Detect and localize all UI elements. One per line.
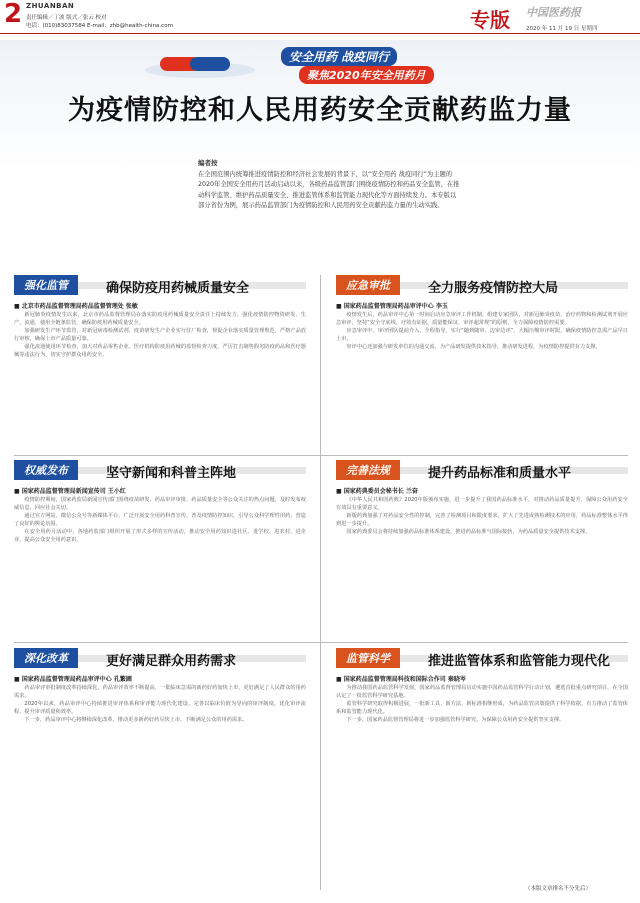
paragraph: 为推动我国药品监管科学发展，国家药品监督管理局启动实施中国药品监管科学行动计划，遴选首批重点研究项目，在全国认定了一批监管科学研究基地。 bbox=[336, 685, 628, 700]
section-badge: 专版 bbox=[470, 8, 510, 32]
section-tag: 深化改革 bbox=[14, 648, 78, 668]
paragraph: 药品审评审批制度改革持续深化，药品审评效率不断提高，一批临床急需的新药好药加快上市，更好满足了人民群众的用药需求。 bbox=[14, 685, 306, 700]
section-title: 提升药品标准和质量水平 bbox=[428, 466, 572, 481]
paper-name: 中国医药报 bbox=[526, 6, 581, 19]
editor-line: 责任编辑／丁波 版式／张云 校对 bbox=[26, 15, 107, 21]
section-header-reform bbox=[14, 648, 306, 670]
article-source: ■ 北京市药品监督管理局药品监督管理处 张敏 bbox=[14, 303, 138, 310]
paragraph: 疫情防控期间，国家药监局新闻宣传部门围绕疫苗研发、药品审评审批、药品质量安全等公众关注的热点问题，及时发布权威信息，回应社会关切。 bbox=[14, 497, 306, 512]
section-title: 更好满足群众用药需求 bbox=[106, 654, 237, 669]
page-headline: 为疫情防控和人民用药安全贡献药监力量 bbox=[68, 95, 572, 126]
article-source: ■ 国家药典委员会秘书长 兰奋 bbox=[336, 488, 418, 495]
paragraph: 强化流通使用环节检查，加大对药品零售企业、医疗机构防疫用药械的监督检查力度，严厉打击制售假劣防疫药品和医疗器械等违法行为，切实守护群众用药安全。 bbox=[14, 344, 306, 359]
paragraph: 新版药典加强了对药品安全性的控制，完善了检测项目和限度要求，扩大了先进成熟检测技术的应用，药品标准整体水平得到进一步提升。 bbox=[336, 513, 628, 528]
masthead-rule bbox=[0, 33, 640, 34]
article-body bbox=[336, 311, 628, 451]
paragraph: 审评中心还加强与研发单位的沟通交流，为产品研发提供技术指导，推动研发进程，为疫情防控提供有力支撑。 bbox=[346, 344, 601, 351]
paragraph: 通过官方网站、微信公众号等新媒体平台，广泛开展安全用药科普宣传，普及疫情防控知识，引导公众科学理性用药，营造了良好的舆论氛围。 bbox=[14, 513, 306, 528]
section-title: 坚守新闻和科普主阵地 bbox=[106, 466, 237, 481]
section-pinyin: ZHUANBAN bbox=[26, 2, 75, 10]
editor-note: 在全国范围内统筹推进疫情防控和经济社会发展的背景下，以“安全用药 战疫同行”为主题的2020年全国安全用药月活动启动以来，各级药品监管部门围绕疫情防控和药品安全监管，在推动科学监管、维护药品质量安全、推进监管体系和监管能力现代化等方面持续发力。本专版以部分省份为例，展示药品监管部门为疫情防控和人民用药安全贡献药监力量的生动实践。 bbox=[198, 171, 460, 210]
section-header-authoritative-release bbox=[14, 460, 306, 482]
paragraph: 加强研发生产环节监管，对新冠病毒检测试剂、疫苗研发生产企业实行驻厂检查，督促企业落实质量管理规范，严格产品放行审核，确保上市产品质量可靠。 bbox=[14, 328, 306, 343]
row-divider bbox=[14, 642, 628, 643]
paragraph: 新冠肺炎疫情发生以来，北京市药品监督管理局在落实防疫用药械质量安全责任上持续发力，强化疫情防控物资研发、生产、流通、使用全链条监管，确保防疫用药械质量安全。 bbox=[14, 312, 306, 327]
article-body bbox=[336, 496, 628, 636]
paragraph: 下一步，国家药品监督管理局将进一步加强监管科学研究，为保障公众用药安全提供坚实支撑。 bbox=[346, 717, 565, 724]
paragraph: 监管科学研究取得积极进展，一批新工具、新方法、新标准相继形成，为药品监管决策提供了科学依据，有力推动了监管体系和监管能力现代化。 bbox=[336, 701, 628, 716]
article-body bbox=[336, 684, 628, 874]
section-tag: 强化监管 bbox=[14, 275, 78, 295]
issue-date: 2020 年 11 月 19 日 星期四 bbox=[526, 26, 598, 32]
paragraph: 《中华人民共和国药典》2020年版颁布实施，进一步提升了我国药品标准水平，对推动药品质量提升、保障公众用药安全有效具有重要意义。 bbox=[336, 497, 628, 512]
section-tag: 完善法规 bbox=[336, 460, 400, 480]
paragraph: 下一步，药品审评中心将继续深化改革，推动更多新药好药尽快上市，不断满足公众的用药需求。 bbox=[24, 717, 248, 724]
paragraph: 疫情发生后，药品审评中心第一时间启动应急审评工作机制，组建专家团队，对新冠肺炎疫苗、治疗药物和检测试剂开展应急审评，坚持“安全守底线、疗效有证据、质量能保证、审评超常规”的原则，全力保障疫情防控需要。 bbox=[336, 312, 628, 327]
paragraph: 国家药典委员会将持续加强药品标准体系建设，推进药品标准与国际接轨，为药品质量安全提供技术支撑。 bbox=[346, 529, 591, 536]
paragraph: 2020年以来，药品审评中心持续推进审评体系和审评能力现代化建设，完善以临床价值为导向的审评制度，优化审评流程，提升审评质量和效率。 bbox=[14, 701, 306, 716]
column-divider bbox=[320, 275, 321, 890]
capsule-illustration-icon bbox=[140, 45, 260, 85]
section-tag: 应急审批 bbox=[336, 275, 400, 295]
article-source: ■ 国家药品监督管理局科技和国际合作司 秦晓岑 bbox=[336, 676, 466, 683]
footer-note: （本版文章排名不分先后） bbox=[525, 886, 592, 892]
section-header-regulatory-science bbox=[336, 648, 628, 670]
section-header-supervision bbox=[14, 275, 306, 297]
section-title: 推进监管体系和监管能力现代化 bbox=[428, 654, 611, 669]
page-number: 2 bbox=[4, 0, 23, 29]
paragraph: 应急审评中，审评团队提前介入、全程指导，实行“随到随审、边审边评”，大幅压缩审评时限，确保疫情防控急需产品早日上市。 bbox=[336, 328, 628, 343]
article-body bbox=[14, 311, 306, 451]
section-header-emergency-approval bbox=[336, 275, 628, 297]
paragraph: 在安全用药月活动中，各地药监部门组织开展了形式多样的宣传活动，推动安全用药知识进社区、进学校、进农村、进企业，提高公众安全用药意识。 bbox=[14, 529, 306, 544]
article-source: ■ 国家药品监督管理局新闻宣传司 王小红 bbox=[14, 488, 126, 495]
contact-line: 电话：(010)83037584 E-mail：zhb@health-china.com bbox=[26, 23, 173, 29]
editor-note-label: 编者按 bbox=[198, 159, 218, 167]
article-source: ■ 国家药品监督管理局药品审评中心 李玉 bbox=[336, 303, 448, 310]
article-body bbox=[14, 684, 306, 884]
section-tag: 权威发布 bbox=[14, 460, 78, 480]
section-tag: 监管科学 bbox=[336, 648, 400, 668]
section-header-regulations bbox=[336, 460, 628, 482]
section-title: 确保防疫用药械质量安全 bbox=[106, 281, 250, 296]
article-source: ■ 国家药品监督管理局药品审评中心 孔繁圃 bbox=[14, 676, 132, 683]
campaign-subribbon: 聚焦2020年安全用药月 bbox=[299, 66, 434, 84]
section-title: 全力服务疫情防控大局 bbox=[428, 281, 559, 296]
campaign-ribbon: 安全用药 战疫同行 bbox=[281, 47, 397, 66]
row-divider bbox=[14, 455, 628, 456]
article-body bbox=[14, 496, 306, 636]
